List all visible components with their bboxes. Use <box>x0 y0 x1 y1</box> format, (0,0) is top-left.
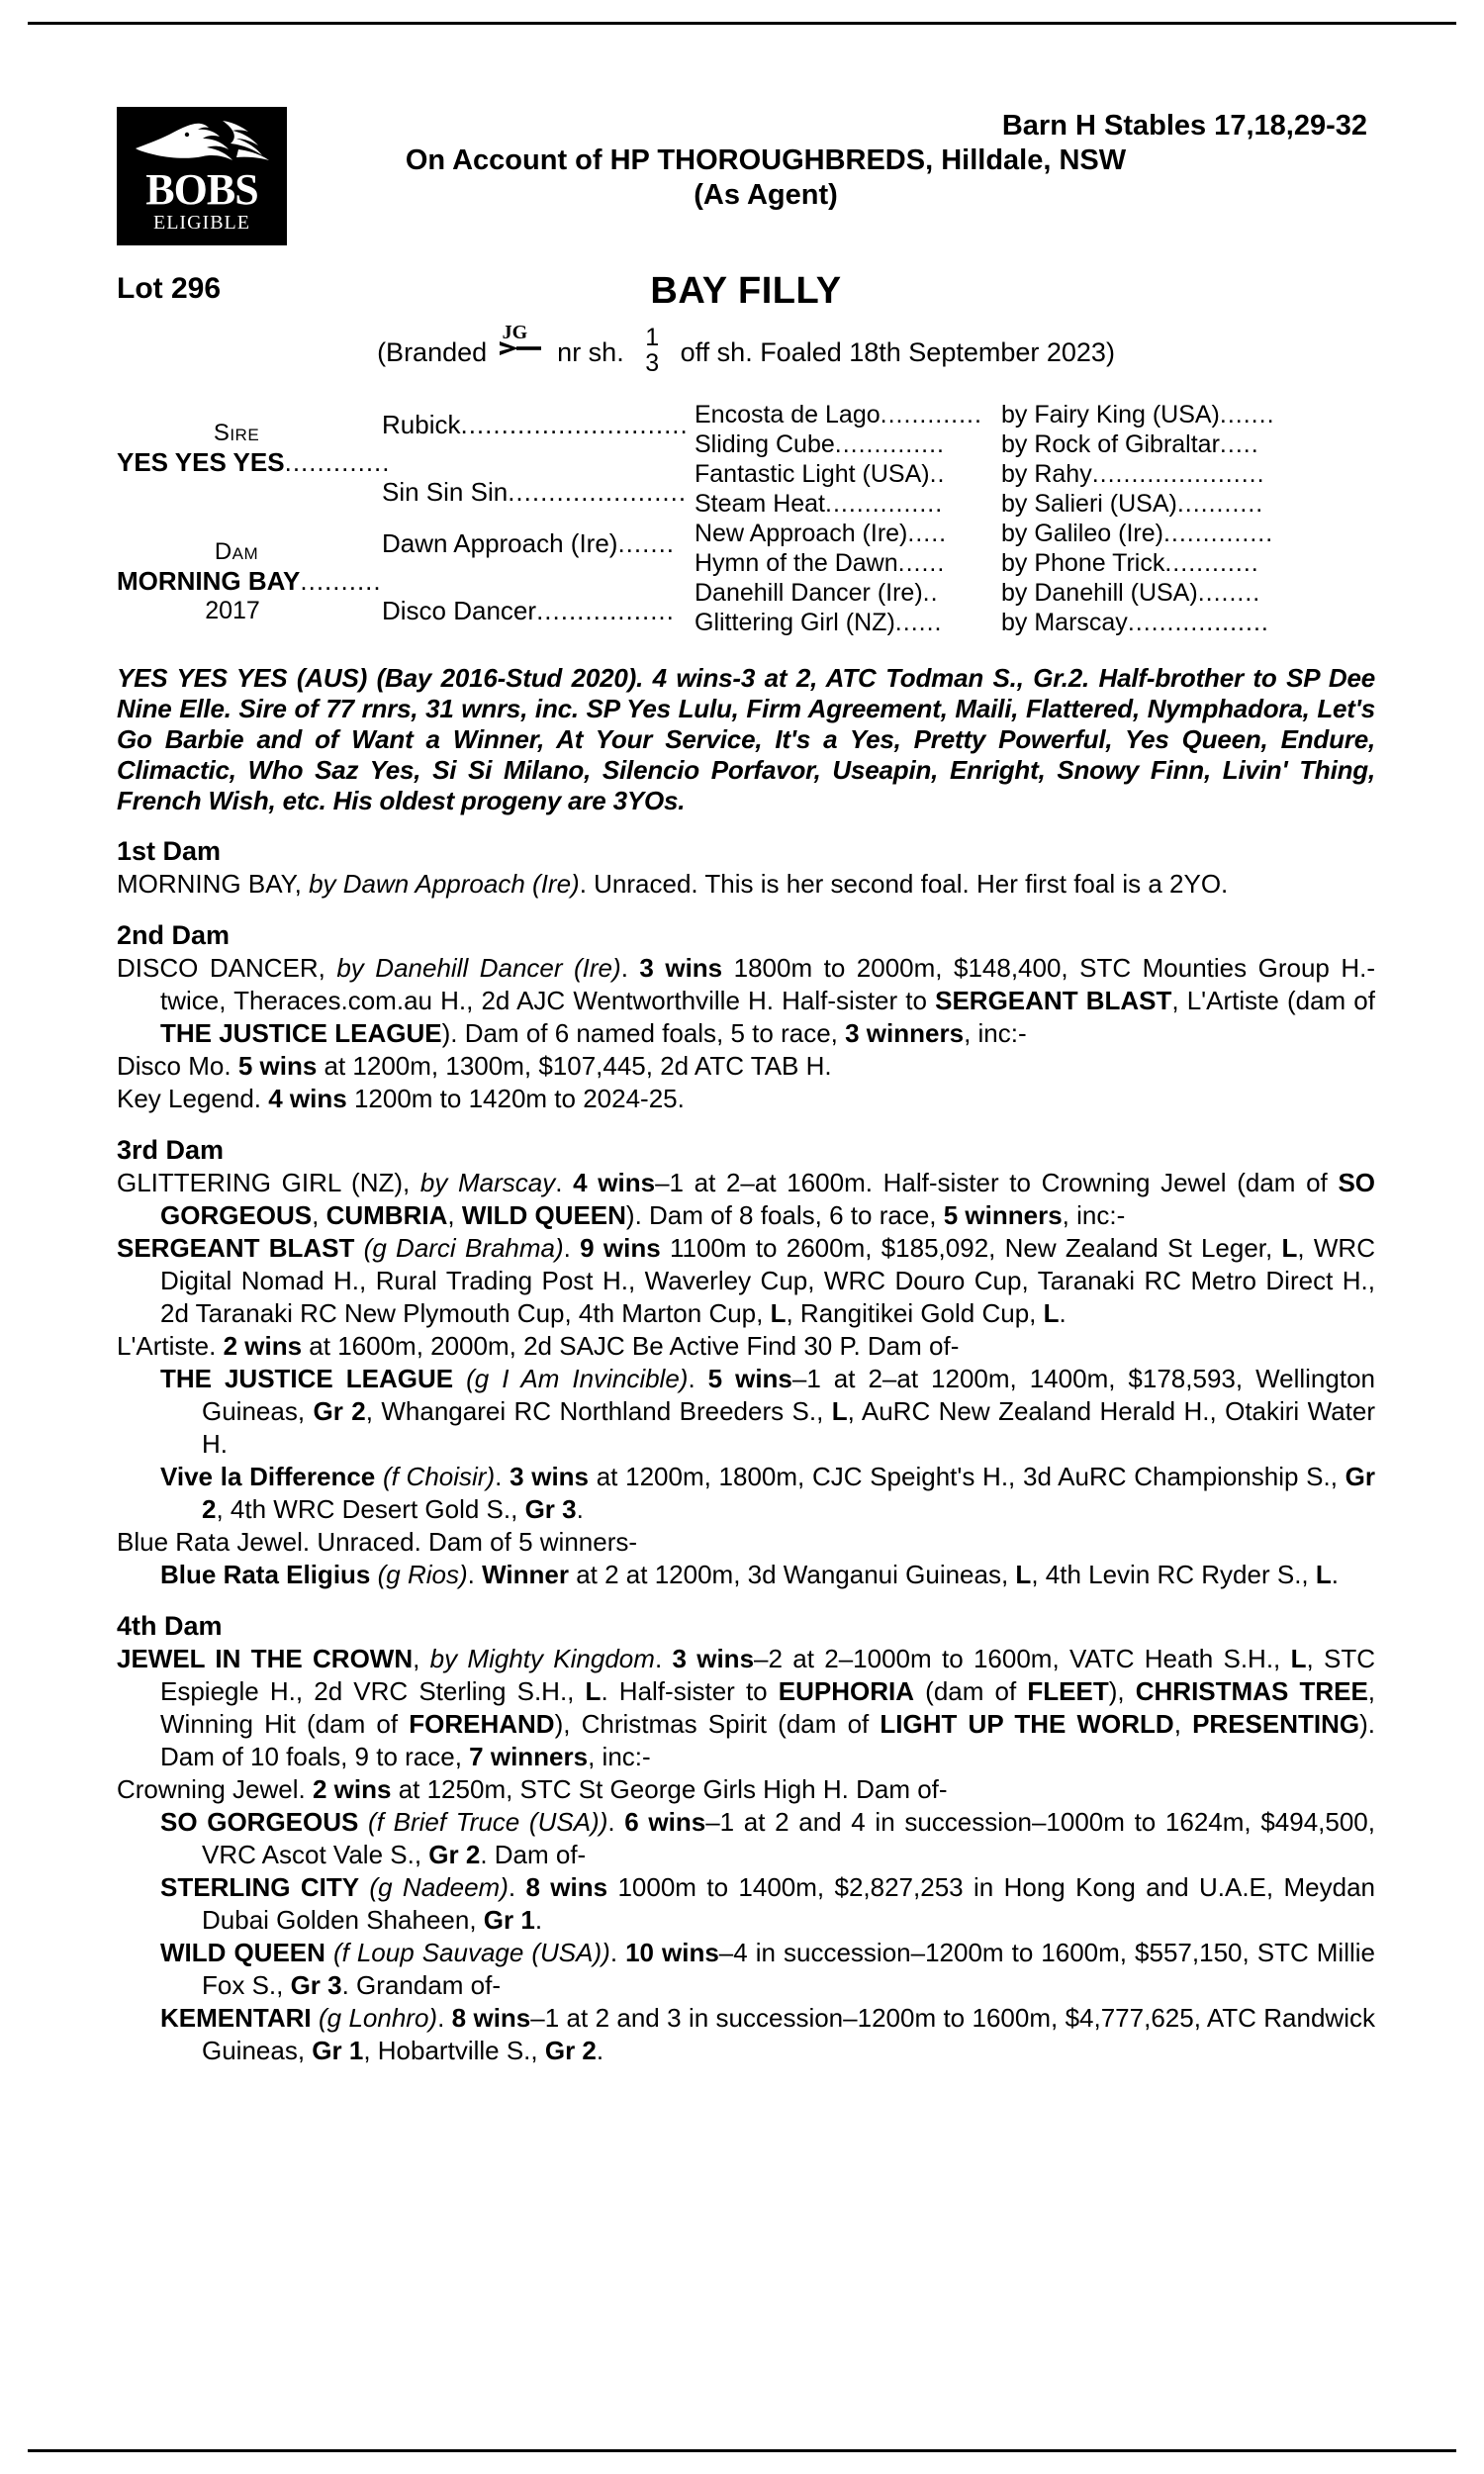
progeny-sergeant-blast: SERGEANT BLAST (g Darci Brahma). 9 wins 1100m to 2600m, $185,092, New Zealand St Leger, L, WRC Digital Nomad H., Rural Trading Post H., Waverley Cup, WRC Douro Cup, Taranaki RC Metro Direct H., 2d Taranaki RC New Plymouth Cup, 4th Marton Cup, L, Rangitikei Gold Cup, L. <box>117 1233 1375 1328</box>
brand-prefix: (Branded <box>377 337 488 367</box>
sire-name: YES YES YES............. <box>117 447 391 477</box>
progeny-crowning-jewel: Crowning Jewel. 2 wins at 1250m, STC St George Girls High H. Dam of- <box>117 1774 948 1804</box>
first-dam-body: MORNING BAY, by Dawn Approach (Ire). Unraced. This is her second foal. Her first foal is a 2YO. <box>117 869 1229 899</box>
catalogue-header <box>117 87 1375 265</box>
pedigree-table <box>117 400 1375 653</box>
lot-title-row <box>117 269 1375 319</box>
progeny-lartiste: L'Artiste. 2 wins at 1600m, 2000m, 2d SAJC Be Active Find 30 P. Dam of- <box>117 1331 960 1361</box>
progeny-so-gorgeous: SO GORGEOUS (f Brief Truce (USA)). 6 wins–1 at 2 and 4 in succession–1000m to 1624m, $494,500, VRC Ascot Vale S., Gr 2. Dam of- <box>160 1807 1375 1869</box>
progeny-wild-queen: WILD QUEEN (f Loup Sauvage (USA)). 10 wins–4 in succession–1200m to 1600m, $557,150, STC Millie Fox S., Gr 3. Grandam of- <box>160 1938 1375 2000</box>
fourth-dam-heading: 4th Dam <box>117 1611 223 1641</box>
pedigree-sire-block <box>117 420 391 478</box>
pedigree-gen3-row: New Approach (Ire)..... <box>695 520 948 547</box>
dam-year: 2017 <box>205 597 260 624</box>
bobs-logo-sub: ELIGIBLE <box>153 212 250 234</box>
sire-label: Sire <box>213 420 260 446</box>
pedigree-gen4-row: by Galileo (Ire).............. <box>1001 520 1274 547</box>
pedigree-gen4-row: by Marscay.................. <box>1001 609 1269 636</box>
progeny-blue-rata-jewel: Blue Rata Jewel. Unraced. Dam of 5 winners- <box>117 1527 638 1557</box>
pedigree-gen2-row: Disco Dancer................. <box>382 596 675 625</box>
page-title: BAY FILLY <box>650 270 842 312</box>
progeny-the-justice-league: THE JUSTICE LEAGUE (g I Am Invincible). 5 wins–1 at 2–at 1200m, 1400m, $178,593, Wellington Guineas, Gr 2, Whangarei RC Northland Breeders S., L, AuRC New Zealand Herald H., Otakiri Water H. <box>160 1364 1376 1459</box>
progeny-blue-rata-eligius: Blue Rata Eligius (g Rios). Winner at 2 at 1200m, 3d Wanganui Guineas, L, 4th Levin RC Ryder S., L. <box>160 1560 1339 1589</box>
pedigree-gen4-row: by Fairy King (USA)....... <box>1001 401 1275 428</box>
pedigree-gen4-row: by Rock of Gibraltar..... <box>1001 430 1259 458</box>
progeny-vive-la-difference: Vive la Difference (f Choisir). 3 wins at 1200m, 1800m, CJC Speight's H., 3d AuRC Championship S., Gr 2, 4th WRC Desert Gold S., Gr 3. <box>160 1462 1375 1524</box>
second-dam-body: DISCO DANCER, by Danehill Dancer (Ire). 3 wins 1800m to 2000m, $148,400, STC Mounties Group H.-twice, Theraces.com.au H., 2d AJC Wentworthville H. Half-sister to SERGEANT BLAST, L'Artiste (dam of THE JUSTICE LEAGUE). Dam of 6 named foals, 5 to race, 3 winners, inc:- <box>117 953 1376 1048</box>
sire-description: YES YES YES (AUS) (Bay 2016-Stud 2020). 4 wins-3 at 2, ATC Todman S., Gr.2. Half-brother to SP Dee Nine Elle. Sire of 77 rnrs, 31 wnrs, inc. SP Yes Lulu, Firm Agreement, Maili, Flattered, Nymphadora, Let's Go Barbie and of Want a Winner, At Your Service, It's a Yes, Pretty Powerful, Yes Queen, Endure, Climactic, Who Saz Yes, Si Si Milano, Silencio Porfavor, Useapin, Enright, Snowy Finn, Livin' Thing, French Wish, etc. His oldest progeny are 3YOs. <box>117 663 1375 815</box>
pedigree-gen2-row: Sin Sin Sin...................... <box>382 477 688 507</box>
second-dam-heading: 2nd Dam <box>117 920 231 950</box>
pedigree-gen3-row: Danehill Dancer (Ire).. <box>695 579 939 607</box>
pedigree-gen4-row: by Danehill (USA)........ <box>1001 579 1261 607</box>
pedigree-gen3-row: Hymn of the Dawn...... <box>695 549 946 577</box>
brand-symbol <box>495 322 550 365</box>
as-agent-line: (As Agent) <box>694 179 838 211</box>
pedigree-gen3-row: Fantastic Light (USA).. <box>695 460 946 488</box>
brand-fraction <box>645 325 659 376</box>
second-dam-progeny-row: Key Legend. 4 wins 1200m to 1420m to 2024-25. <box>117 1084 685 1113</box>
brand-fraction-denominator: 3 <box>645 349 660 377</box>
branding-line <box>117 322 1375 377</box>
pedigree-dam-block <box>117 538 382 625</box>
pedigree-gen3-row: Encosta de Lago............. <box>695 401 982 428</box>
pedigree-gen2-row: Dawn Approach (Ire)....... <box>382 528 676 558</box>
fourth-dam-body: JEWEL IN THE CROWN, by Mighty Kingdom. 3 wins–2 at 2–1000m to 1600m, VATC Heath S.H., L, STC Espiegle H., 2d VRC Sterling S.H., L. Half-sister to EUPHORIA (dam of FLEET), CHRISTMAS TREE, Winning Hit (dam of FOREHAND), Christmas Spirit (dam of LIGHT UP THE WORLD, PRESENTING). Dam of 10 foals, 9 to race, 7 winners, inc:- <box>117 1644 1376 1771</box>
pedigree-gen3-row: Steam Heat............... <box>695 490 944 518</box>
pedigree-column-sires-of <box>1001 400 1375 637</box>
brand-side-off: off sh. Foaled 18th September 2023) <box>680 337 1115 367</box>
brand-fraction-numerator: 1 <box>645 324 660 351</box>
progeny-sterling-city: STERLING CITY (g Nadeem). 8 wins 1000m to 1400m, $2,827,253 in Hong Kong and U.A.E, Meydan Dubai Golden Shaheen, Gr 1. <box>160 1872 1375 1935</box>
second-dam-progeny-row: Disco Mo. 5 wins at 1200m, 1300m, $107,445, 2d ATC TAB H. <box>117 1051 832 1081</box>
pedigree-gen3-row: Sliding Cube.............. <box>695 430 946 458</box>
pedigree-gen4-row: by Rahy...................... <box>1001 460 1265 488</box>
barn-stables-line: Barn H Stables 17,18,29-32 <box>1001 110 1367 142</box>
pedigree-gen4-row: by Phone Trick............ <box>1001 549 1259 577</box>
pedigree-gen3-row: Glittering Girl (NZ)...... <box>695 609 943 636</box>
third-dam-heading: 3rd Dam <box>117 1135 225 1165</box>
dam-label: Dam <box>214 538 259 565</box>
pedigree-gen2-row: Rubick............................ <box>382 410 689 439</box>
brand-arrow-icon <box>499 337 546 363</box>
third-dam-body: GLITTERING GIRL (NZ), by Marscay. 4 wins–1 at 2–at 1600m. Half-sister to Crowning Jewel (dam of SO GORGEOUS, CUMBRIA, WILD QUEEN). Dam of 8 foals, 6 to race, 5 winners, inc:- <box>117 1168 1376 1230</box>
brand-side-near: nr sh. <box>557 337 624 367</box>
brand-initials: JG <box>502 322 528 343</box>
bobs-logo-word: BOBS <box>145 165 258 214</box>
lot-number: Lot 296 <box>117 272 222 305</box>
dam-name: MORNING BAY.......... <box>117 566 382 596</box>
first-dam-heading: 1st Dam <box>117 836 222 866</box>
account-line: On Account of HP THOROUGHBREDS, Hilldale, NSW <box>405 144 1127 176</box>
pedigree-gen4-row: by Salieri (USA)........... <box>1001 490 1264 518</box>
progeny-kementari: KEMENTARI (g Lonhro). 8 wins–1 at 2 and 3 in succession–1200m to 1600m, $4,777,625, ATC Randwick Guineas, Gr 1, Hobartville S., Gr 2. <box>160 2003 1375 2065</box>
pedigree-column-grandparents <box>382 400 689 637</box>
pedigree-column-great-grandparents <box>695 400 1001 637</box>
